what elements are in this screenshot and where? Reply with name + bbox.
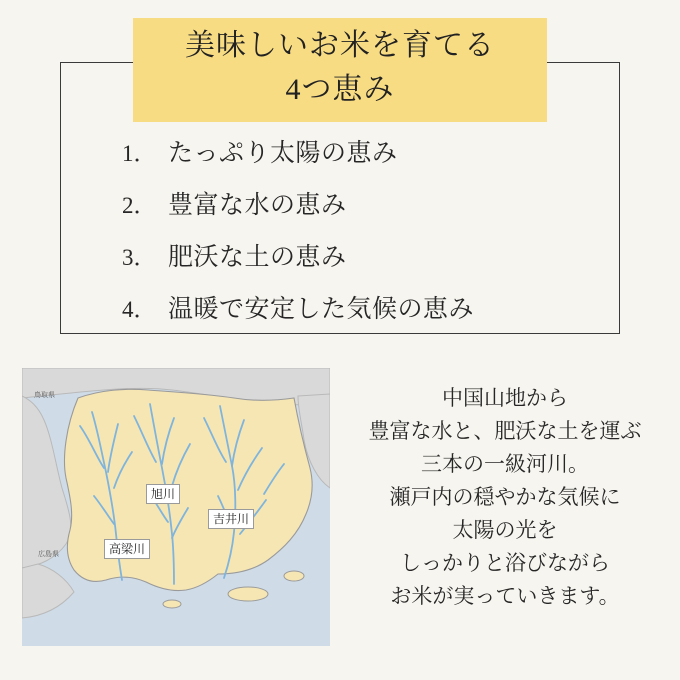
description-line: 瀬戸内の穏やかな気候に bbox=[389, 485, 621, 509]
description-line: 太陽の光を bbox=[452, 518, 558, 542]
headline-banner bbox=[133, 18, 547, 122]
river-label-yoshii: 吉井川 bbox=[208, 509, 254, 529]
blessings-list bbox=[60, 128, 620, 336]
island-shape bbox=[228, 587, 268, 601]
list-item bbox=[60, 180, 620, 232]
list-item-label: 肥沃な土の恵み bbox=[168, 244, 347, 271]
list-item bbox=[60, 284, 620, 336]
list-item-label: 温暖で安定した気候の恵み bbox=[168, 296, 475, 323]
headline-line-1: 美味しいお米を育てる bbox=[185, 29, 495, 62]
list-item-number: 1． bbox=[122, 141, 157, 166]
list-item-number: 2． bbox=[122, 193, 157, 218]
island-shape bbox=[163, 600, 181, 608]
list-item bbox=[60, 232, 620, 284]
river-label-takahashi: 高梁川 bbox=[104, 539, 150, 559]
description-line: 豊富な水と、肥沃な土を運ぶ bbox=[368, 419, 642, 443]
map-graphic bbox=[22, 368, 330, 646]
description-line: お米が実っていきます。 bbox=[390, 584, 620, 608]
description-block bbox=[342, 382, 668, 613]
description-line: しっかりと浴びながら bbox=[400, 551, 610, 575]
hiroshima-prefecture-note: 広島県 bbox=[38, 551, 59, 558]
okayama-map bbox=[22, 368, 330, 646]
list-item bbox=[60, 128, 620, 180]
list-item-label: 豊富な水の恵み bbox=[168, 192, 347, 219]
list-item-label: たっぷり太陽の恵み bbox=[168, 140, 398, 167]
tottori-prefecture-note: 鳥取県 bbox=[34, 392, 55, 399]
river-label-asahi: 旭川 bbox=[146, 484, 180, 504]
description-line: 三本の一級河川。 bbox=[421, 452, 589, 476]
headline-line-2: 4つ恵み bbox=[285, 73, 395, 106]
description-line: 中国山地から bbox=[442, 386, 568, 410]
island-shape bbox=[284, 571, 304, 581]
list-item-number: 3． bbox=[122, 245, 157, 270]
list-item-number: 4． bbox=[122, 297, 157, 322]
